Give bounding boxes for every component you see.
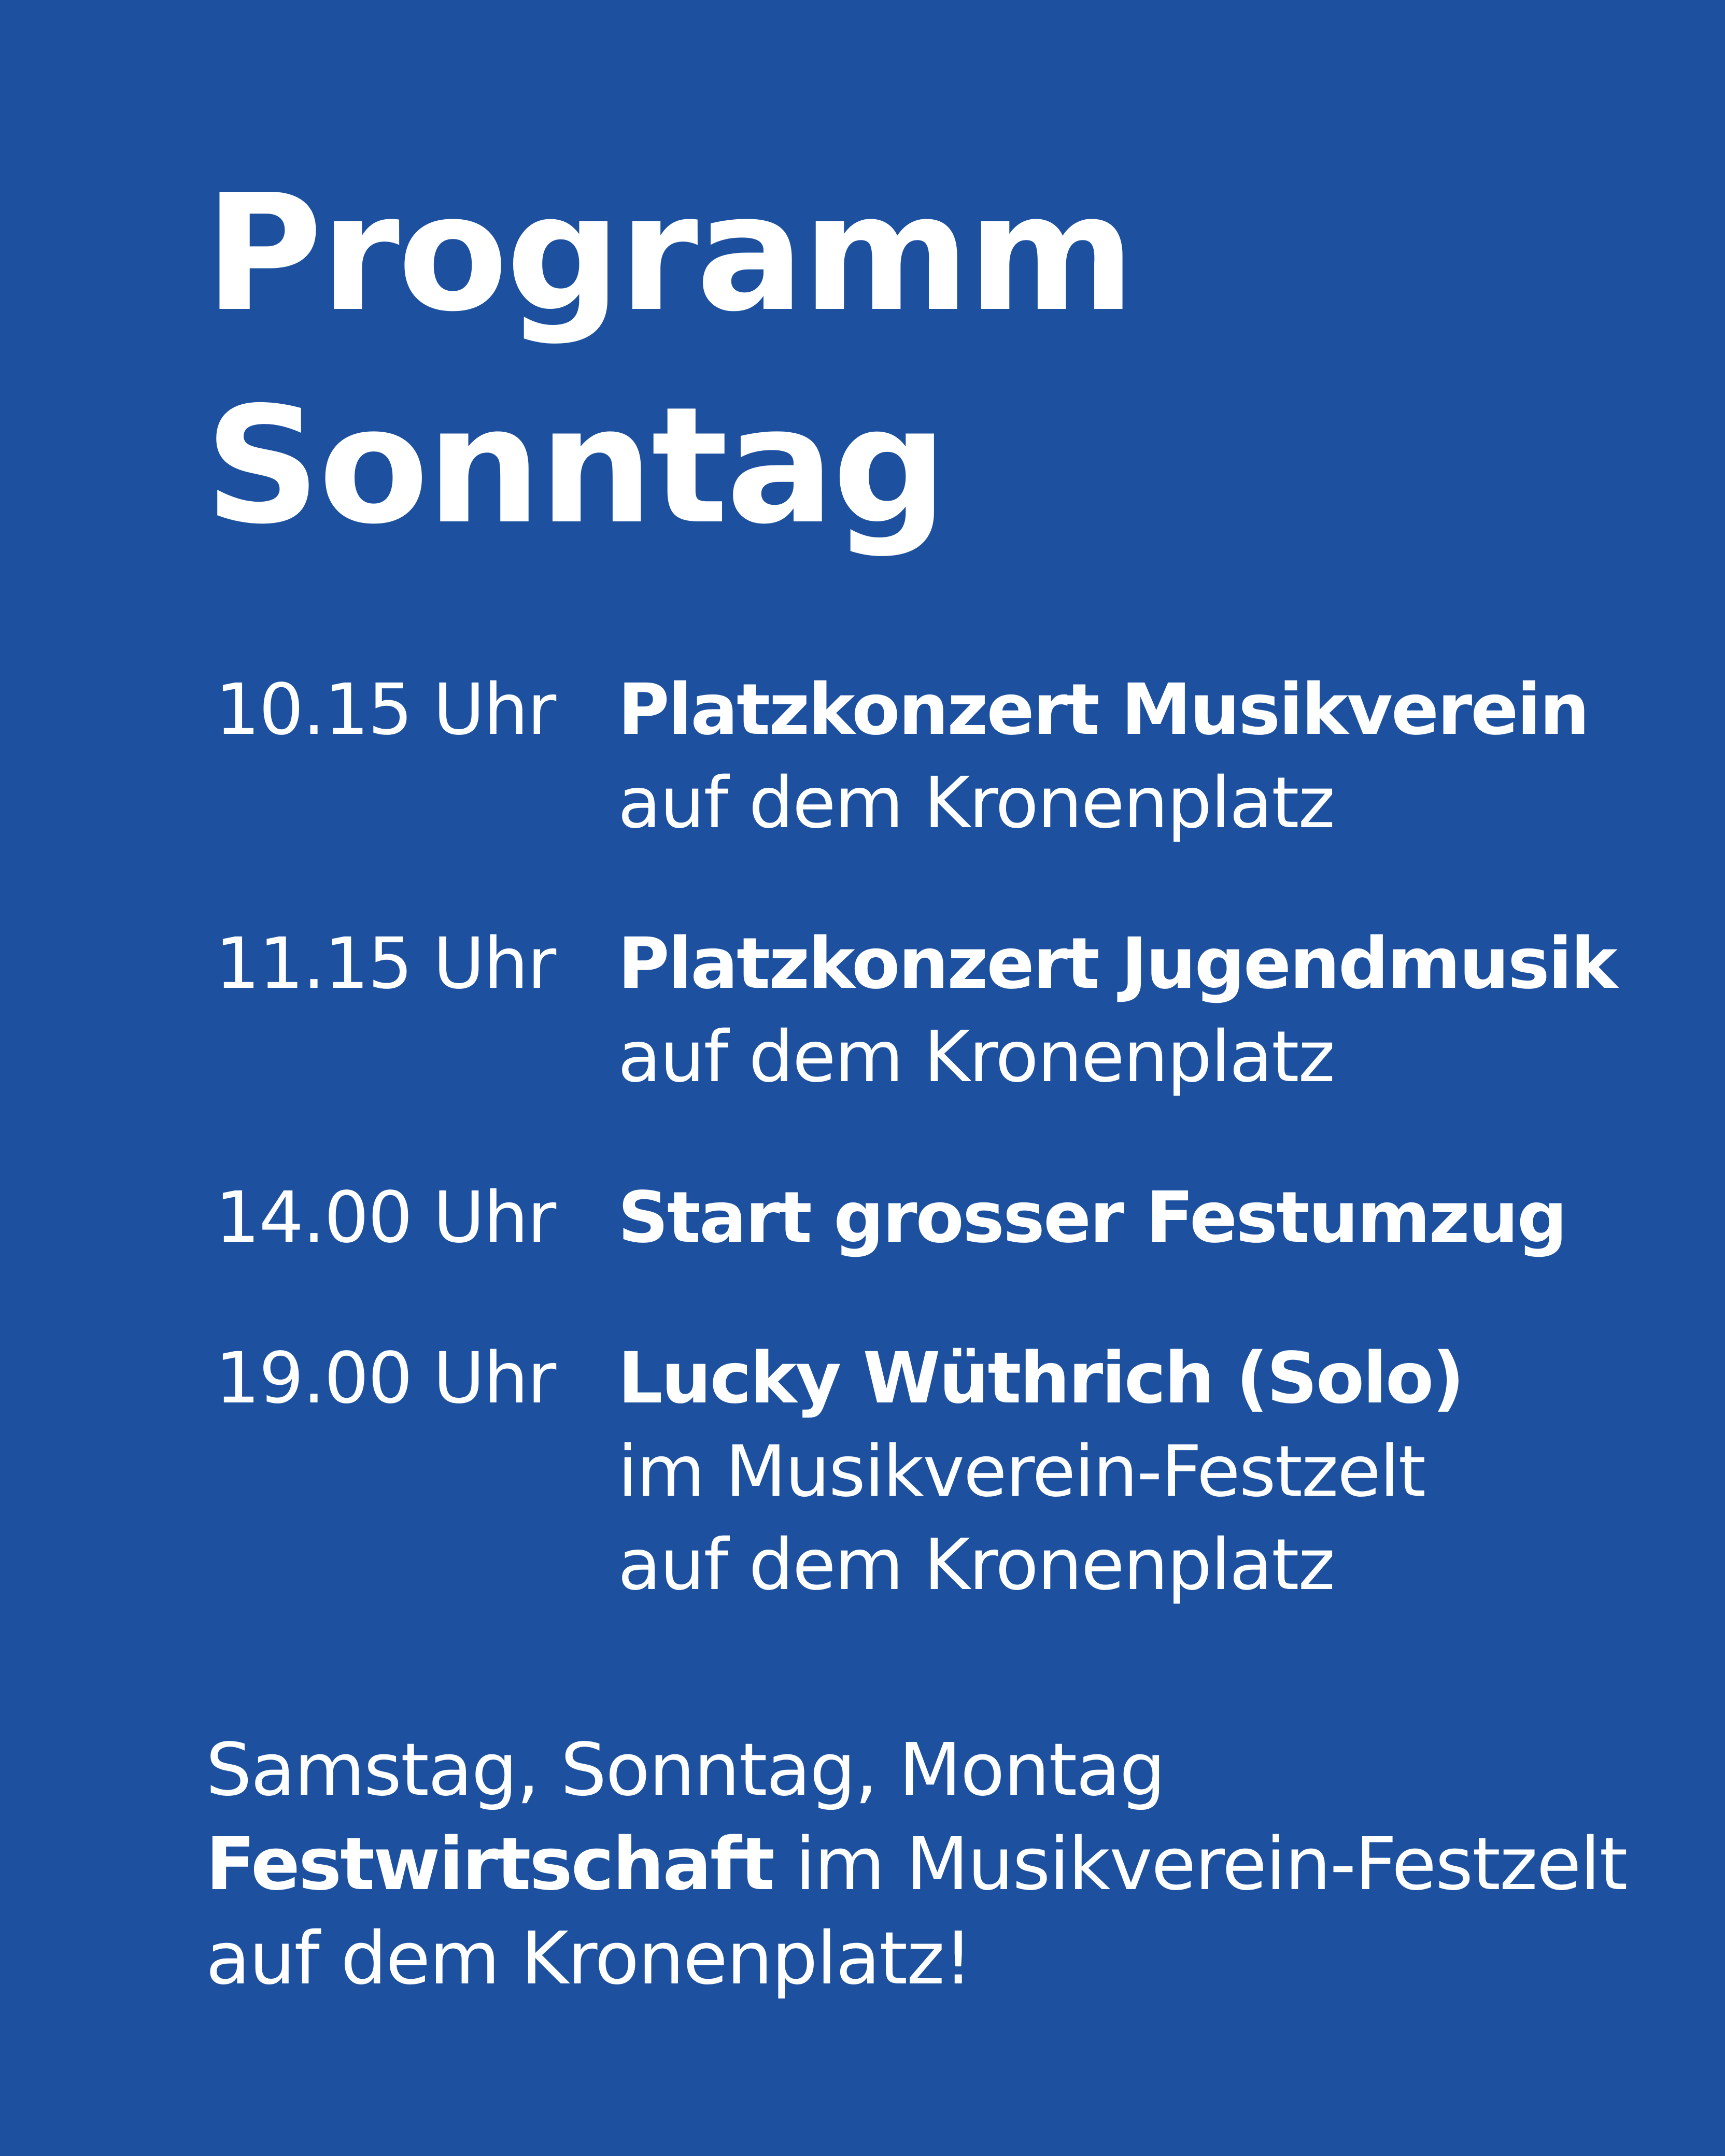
entry-time: 14.00 Uhr xyxy=(215,1177,556,1259)
footer-note xyxy=(206,1723,1627,2006)
entry-text xyxy=(618,663,1588,850)
footer-festwirtschaft-bold: Festwirtschaft xyxy=(206,1822,773,1907)
entry-detail: im Musikverein-Festzelt xyxy=(618,1431,1425,1513)
entry-detail: auf dem Kronenplatz xyxy=(618,1016,1334,1098)
entry-headline: Platzkonzert Musikverein xyxy=(618,669,1588,751)
entry-text xyxy=(618,1332,1463,1612)
entry-text xyxy=(618,917,1616,1104)
entry-detail: auf dem Kronenplatz xyxy=(618,1524,1334,1606)
entry-time: 19.00 Uhr xyxy=(215,1338,556,1420)
title-line-2: Sonntag xyxy=(205,373,945,560)
entry-time: 11.15 Uhr xyxy=(215,923,556,1005)
entry-text xyxy=(618,1171,1566,1265)
footer-festwirtschaft xyxy=(206,1818,1627,1912)
entry-headline: Start grosser Festumzug xyxy=(618,1177,1566,1259)
entry-headline: Lucky Wüthrich (Solo) xyxy=(618,1338,1463,1420)
footer-festwirtschaft-rest: im Musikverein-Festzelt xyxy=(773,1822,1627,1907)
footer-location: auf dem Kronenplatz! xyxy=(206,1917,972,2001)
footer-days: Samstag, Sonntag, Montag xyxy=(206,1728,1165,1812)
entry-headline: Platzkonzert Jugendmusik xyxy=(618,923,1616,1005)
title-line-1: Programm xyxy=(205,160,1134,347)
entry-time: 10.15 Uhr xyxy=(215,669,556,751)
page-title xyxy=(205,148,1133,573)
entry-detail: auf dem Kronenplatz xyxy=(618,762,1334,844)
